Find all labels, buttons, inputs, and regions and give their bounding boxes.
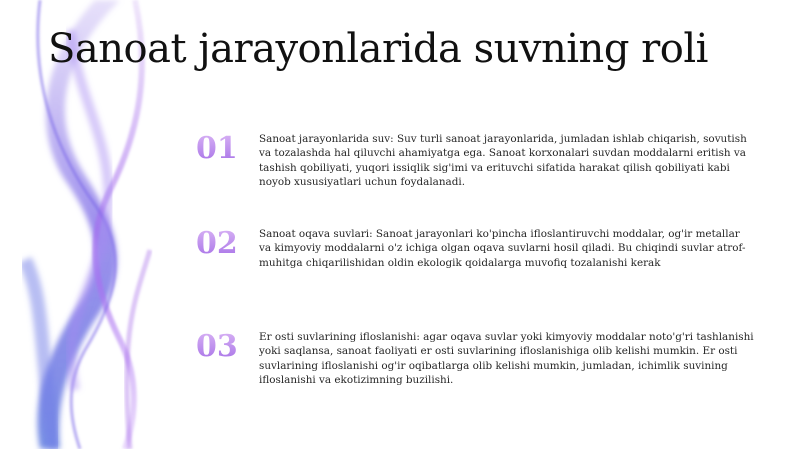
item-number: 01 bbox=[196, 132, 252, 166]
item-number: 02 bbox=[196, 227, 252, 261]
slide-title: Sanoat jarayonlarida suvning roli bbox=[48, 26, 708, 72]
item-text: Er osti suvlarining ifloslanishi: agar oqava suvlar yoki kimyoviy moddalar noto'g'ri tashlanishi yoki saqlansa, sanoat faoliyati er osti suvlarining ifloslanishiga olib kelishi mumkin. Er osti suvlarining ifloslanishi og'ir oqibatlarga olib kelishi mumkin, jumladan, ichimlik suvining ifloslanishi va ekotizimning buzilishi. bbox=[259, 331, 754, 387]
item-text: Sanoat jarayonlarida suv: Suv turli sanoat jarayonlarida, jumladan ishlab chiqarish, sovutish va tozalashda hal qiluvchi ahamiyatga ega. Sanoat korxonalari suvdan moddalarni eritish va tashish qobiliyati, yuqori issiqlik sig'imi va erituvchi sifatida harakat qilish qobiliyati kabi noyob xususiyatlari uchun foydalanadi. bbox=[259, 133, 747, 189]
item-number: 03 bbox=[196, 330, 252, 364]
item-text: Sanoat oqava suvlari: Sanoat jarayonlari ko'pincha ifloslantiruvchi moddalar, og'ir metallar va kimyoviy moddalarni o'z ichiga olgan oqava suvlarni hosil qiladi. Bu chiqindi suvlar atrof-muhitga chiqarilishidan oldin ekologik qoidalarga muvofiq tozalanishi kerak bbox=[259, 228, 746, 269]
